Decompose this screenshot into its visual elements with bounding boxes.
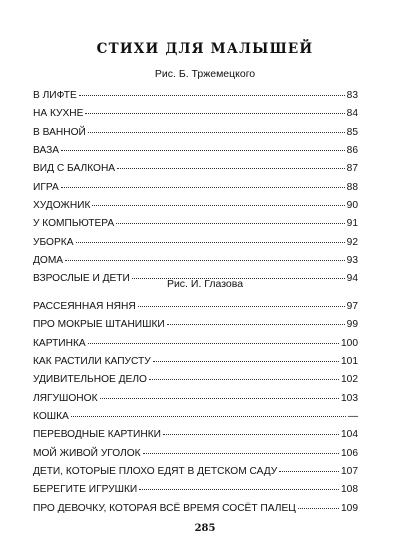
toc-entry-page: 84	[346, 108, 358, 120]
toc-entry-title: КОШКА	[33, 411, 69, 423]
toc-entry-page: 92	[346, 236, 358, 248]
toc-entry	[33, 127, 358, 145]
dot-leader	[65, 260, 345, 261]
toc-entry-title: ПРО ДЕВОЧКУ, КОТОРАЯ ВСЁ ВРЕМЯ СОСЁТ ПАЛЕЦ	[33, 502, 296, 514]
toc-entry	[33, 182, 358, 200]
toc-entry-page: 90	[346, 200, 358, 212]
dot-leader	[143, 453, 339, 454]
toc-entry	[33, 356, 358, 374]
toc-list-1	[33, 90, 358, 292]
toc-entry	[33, 411, 358, 429]
toc-entry-title: РАССЕЯННАЯ НЯНЯ	[33, 301, 136, 312]
toc-entry	[33, 200, 358, 218]
toc-entry-title: ВАЗА	[33, 145, 60, 157]
dot-leader	[116, 223, 344, 224]
toc-entry	[33, 338, 358, 356]
toc-entry-title: ХУДОЖНИК	[33, 200, 91, 212]
dot-leader	[76, 242, 345, 243]
toc-entry-page: 107	[341, 466, 358, 478]
toc-entry-page: 83	[346, 90, 358, 101]
illustrator-credit-2: Рис. И. Глазова	[166, 278, 244, 290]
dot-leader	[85, 113, 344, 114]
toc-entry-page: 104	[341, 429, 358, 441]
toc-entry-page: 101	[341, 356, 358, 368]
dot-leader	[139, 489, 339, 490]
toc-entry-page: 109	[341, 502, 358, 514]
toc-entry-title: НА КУХНЕ	[33, 108, 84, 120]
toc-entry-page: 103	[341, 392, 358, 404]
toc-entry-page: 106	[341, 447, 358, 459]
toc-entry	[33, 448, 358, 466]
toc-entry-page: 108	[341, 484, 358, 496]
dot-leader	[279, 471, 339, 472]
toc-entry-page: 91	[346, 218, 358, 230]
page-number: 285	[194, 523, 216, 534]
dot-leader	[163, 434, 339, 435]
toc-entry	[33, 319, 358, 337]
toc-entry-page: 87	[346, 163, 358, 175]
toc-entry-title: ПРО МОКРЫЕ ШТАНИШКИ	[33, 319, 165, 331]
toc-entry-title: УБОРКА	[33, 236, 74, 248]
toc-entry-page: 93	[346, 255, 358, 267]
toc-entry-title: В ЛИФТЕ	[33, 90, 77, 101]
toc-entry	[33, 90, 358, 108]
dot-leader	[61, 187, 345, 188]
dot-leader	[71, 416, 346, 417]
toc-entry	[33, 466, 358, 484]
dot-leader	[92, 205, 344, 206]
toc-entry	[33, 163, 358, 181]
toc-entry	[33, 393, 358, 411]
dot-leader	[100, 398, 339, 399]
toc-entry-title: ВИД С БАЛКОНА	[33, 163, 116, 175]
toc-entry	[33, 301, 358, 319]
toc-entry	[33, 145, 358, 163]
illustrator-credit-1: Рис. Б. Тржемецкого	[154, 68, 256, 80]
dot-leader	[153, 361, 339, 362]
toc-entry-page: 99	[346, 319, 358, 331]
toc-entry	[33, 503, 358, 521]
toc-entry-page: 85	[346, 126, 358, 138]
toc-entry-page: 100	[341, 337, 358, 349]
toc-entry-title: ЛЯГУШОНОК	[33, 392, 98, 404]
toc-entry	[33, 237, 358, 255]
toc-entry-page: —	[347, 411, 358, 423]
toc-entry-title: КАРТИНКА	[33, 337, 86, 349]
toc-entry-title: ВЗРОСЛЫЕ И ДЕТИ	[33, 273, 130, 285]
toc-entry-page: 88	[346, 181, 358, 193]
toc-list-2	[33, 301, 358, 521]
dot-leader	[61, 150, 345, 151]
toc-entry-title: УДИВИТЕЛЬНОЕ ДЕЛО	[33, 374, 147, 386]
toc-entry-title: БЕРЕГИТЕ ИГРУШКИ	[33, 484, 138, 496]
toc-entry	[33, 255, 358, 273]
toc-entry-page: 102	[341, 374, 358, 386]
dot-leader	[88, 343, 339, 344]
toc-entry	[33, 218, 358, 236]
toc-entry-page: 97	[346, 301, 358, 312]
toc-entry	[33, 374, 358, 392]
toc-entry	[33, 108, 358, 126]
toc-entry-title: У КОМПЬЮТЕРА	[33, 218, 115, 230]
toc-entry-title: В ВАННОЙ	[33, 126, 86, 138]
dot-leader	[167, 324, 345, 325]
dot-leader	[138, 306, 345, 307]
dot-leader	[117, 168, 345, 169]
toc-entry	[33, 484, 358, 502]
toc-entry-page: 86	[346, 145, 358, 157]
dot-leader	[88, 132, 345, 133]
toc-entry-title: ДЕТИ, КОТОРЫЕ ПЛОХО ЕДЯТ В ДЕТСКОМ САДУ	[33, 466, 278, 478]
dot-leader	[298, 508, 339, 509]
toc-entry	[33, 429, 358, 447]
toc-entry-title: ПЕРЕВОДНЫЕ КАРТИНКИ	[33, 429, 161, 441]
toc-entry-title: МОЙ ЖИВОЙ УГОЛОК	[33, 447, 141, 459]
dot-leader	[79, 95, 345, 96]
toc-entry-title: КАК РАСТИЛИ КАПУСТУ	[33, 356, 151, 368]
toc-entry-page: 94	[346, 273, 358, 285]
page-title: СТИХИ ДЛЯ МАЛЫШЕЙ	[96, 41, 314, 57]
toc-entry-title: ДОМА	[33, 255, 64, 267]
dot-leader	[149, 379, 339, 380]
toc-entry-title: ИГРА	[33, 181, 59, 193]
